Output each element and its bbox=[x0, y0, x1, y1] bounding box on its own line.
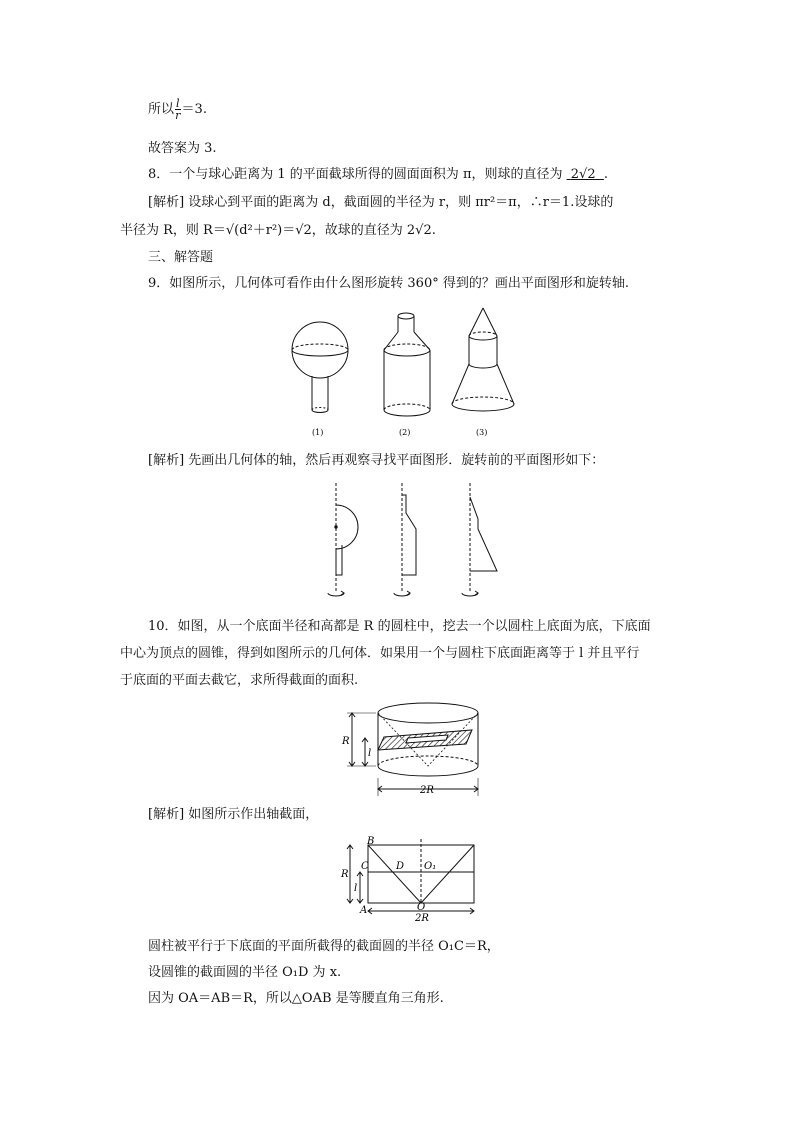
section-heading: 三、解答题 bbox=[148, 250, 214, 265]
point-label: B bbox=[367, 836, 375, 847]
fraction-numerator: l bbox=[176, 97, 180, 110]
point-label: O bbox=[417, 902, 426, 913]
question-8 bbox=[148, 166, 608, 184]
figure-label: (3) bbox=[476, 428, 488, 437]
text-fragment: 所以 bbox=[148, 102, 175, 117]
solution-line: [解析] 先画出几何体的轴，然后再观察寻找平面图形．旋转前的平面图形如下： bbox=[148, 453, 605, 468]
answer: 2√2 bbox=[570, 167, 596, 182]
question-10: 10．如图，从一个底面半径和高都是 R 的圆柱中，挖去一个以圆柱上底面为底，下底面 bbox=[148, 619, 651, 634]
dim-label: 2R bbox=[415, 913, 429, 924]
figure-solids bbox=[280, 300, 530, 440]
figure-cylinder-section bbox=[338, 700, 488, 800]
question-10: 中心为顶点的圆锥，得到如图所示的几何体．如果用一个与圆柱下底面距离等于 l 并且平行 bbox=[120, 646, 640, 661]
fraction-denominator: r bbox=[175, 109, 181, 122]
point-label: O₁ bbox=[424, 861, 437, 872]
solution-line: [解析] 如图所示作出轴截面， bbox=[148, 807, 319, 822]
dim-label: l bbox=[368, 748, 372, 759]
dim-label: R bbox=[341, 869, 349, 880]
figure-label: (1) bbox=[312, 428, 324, 437]
figure-axial-section bbox=[340, 835, 480, 925]
dim-label: R bbox=[342, 736, 350, 747]
dim-label: l bbox=[354, 883, 358, 894]
text-fragment: ＝3. bbox=[181, 102, 207, 117]
point-label: C bbox=[361, 861, 369, 872]
dim-label: 2R bbox=[420, 785, 434, 796]
text-line: 设圆锥的截面圆的半径 O₁D 为 x. bbox=[148, 965, 342, 980]
question-text: 8．一个与球心距离为 1 的平面截球所得的圆面面积为 π，则球的直径为 bbox=[148, 167, 563, 182]
punctuation: . bbox=[603, 167, 608, 182]
text-line: 圆柱被平行于下底面的平面所截得的截面圆的半径 O₁C＝R， bbox=[148, 939, 500, 954]
point-label: D bbox=[396, 861, 405, 872]
solution-line: [解析] 设球心到平面的距离为 d，截面圆的半径为 r，则 πr²＝π，∴r＝1.设球的 bbox=[148, 195, 614, 210]
fraction bbox=[175, 98, 181, 121]
answer-blank bbox=[567, 167, 604, 182]
solution-line: 半径为 R，则 R＝√(d²＋r²)＝√2，故球的直径为 2√2. bbox=[120, 223, 436, 238]
figure-plane-shapes bbox=[320, 483, 500, 608]
question-9: 9．如图所示，几何体可看作由什么图形旋转 360° 得到的？画出平面图形和旋转轴. bbox=[148, 276, 629, 291]
text-line: 因为 OA＝AB＝R，所以△OAB 是等腰直角三角形. bbox=[148, 991, 444, 1006]
figure-label: (2) bbox=[399, 428, 411, 437]
text-line: 故答案为 3. bbox=[148, 141, 217, 156]
point-label: A bbox=[360, 905, 368, 916]
question-10: 于底面的平面去截它，求所得截面的面积. bbox=[120, 673, 359, 688]
text-line bbox=[148, 98, 207, 121]
